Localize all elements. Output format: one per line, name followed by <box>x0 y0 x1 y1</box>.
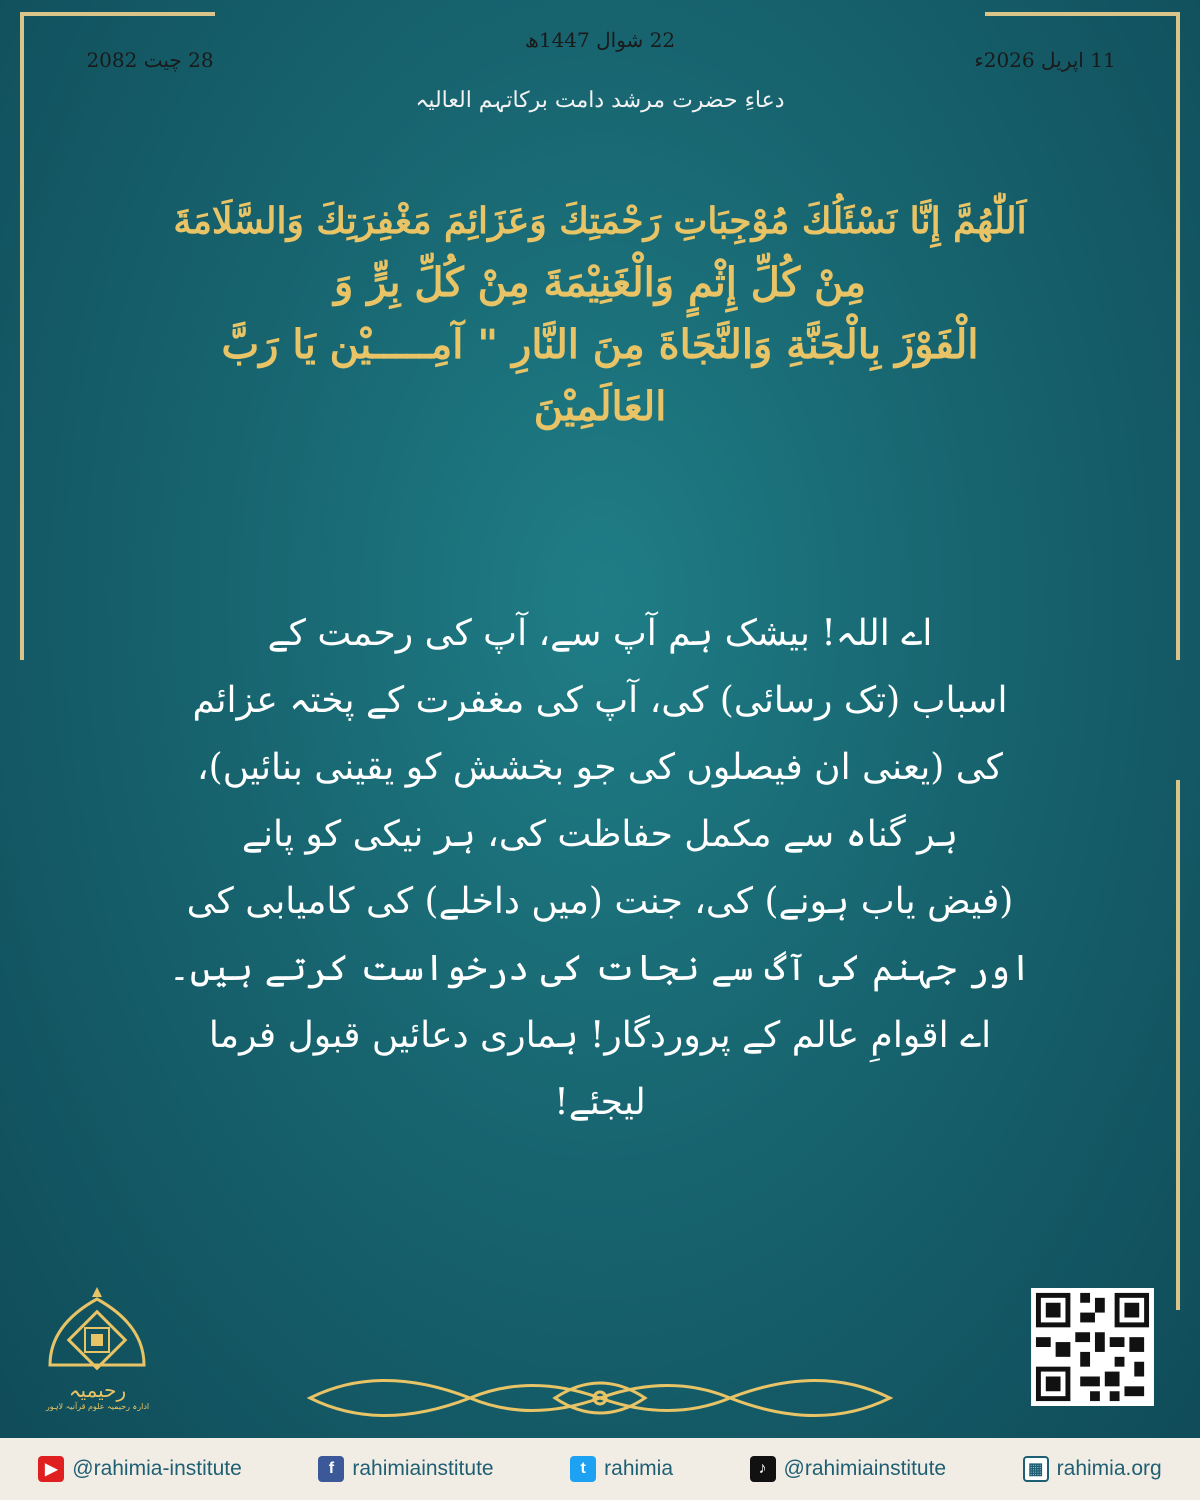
translation-line: اے اقوامِ عالم کے پروردگار! ہماری دعائیں قبول فرما <box>208 1015 992 1056</box>
facebook-handle: rahimiainstitute <box>352 1457 494 1480</box>
page-title: دعاءِ حضرت مرشد دامت برکاتہم العالیہ <box>415 88 785 113</box>
dua-arabic-line: الْفَوْزَ بِالْجَنَّةِ وَالنَّجَاةَ مِنَ النَّارِ " آمِـــــيْن يَا رَبَّ <box>221 321 979 368</box>
translation-line: (فیض یاب ہونے) کی، جنت (میں داخلے) کی کامیابی کی <box>186 881 1014 922</box>
institute-logo <box>30 1285 165 1415</box>
dua-arabic-line: اَللّٰهُمَّ إِنَّا نَسْئَلُكَ مُوْجِبَاتِ رَحْمَتِكَ وَعَزَائِمَ مَغْفِرَتِكَ وَالسَّلَامَةَ <box>173 200 1027 242</box>
frame-right-lower <box>1176 780 1180 1310</box>
translation-line: اے اللہ! بیشک ہم آپ سے، آپ کی رحمت کے <box>267 613 933 654</box>
ornament-divider <box>300 1368 900 1428</box>
twitter-icon: t <box>570 1456 596 1482</box>
logo-text: رحیمیہ <box>68 1378 127 1402</box>
tiktok-icon: ♪ <box>750 1456 776 1482</box>
translation-line: کی (یعنی ان فیصلوں کی جو بخشش کو یقینی بنائیں)، <box>197 747 1003 788</box>
frame-top-right <box>985 12 1180 16</box>
youtube-handle: @rahimia-institute <box>72 1457 242 1480</box>
tiktok-handle: @rahimiainstitute <box>783 1457 947 1480</box>
facebook-link[interactable] <box>318 1456 493 1482</box>
dua-arabic <box>70 190 1130 438</box>
twitter-handle: rahimia <box>604 1457 673 1480</box>
social-footer <box>0 1438 1200 1500</box>
vikrami-date: 28 چیت 2082 <box>86 48 214 72</box>
translation-line: لیجئے! <box>554 1082 646 1123</box>
youtube-link[interactable] <box>38 1456 242 1482</box>
translation-line: اسباب (تک رسائی) کی، آپ کی مغفرت کے پختہ عزائم <box>192 680 1008 721</box>
youtube-icon: ▶ <box>38 1456 64 1482</box>
website-link[interactable] <box>1023 1456 1162 1482</box>
dua-translation <box>150 600 1050 1136</box>
logo-subtext: ادارہ رحیمیہ علوم قرآنیہ لاہور <box>45 1402 150 1411</box>
frame-top-left <box>20 12 215 16</box>
website-icon: ▦ <box>1023 1456 1049 1482</box>
gregorian-date: 11 اپریل 2026ء <box>974 48 1116 72</box>
facebook-icon: f <box>318 1456 344 1482</box>
dua-arabic-line: العَالَمِيْنَ <box>533 383 667 430</box>
translation-line: ہر گناہ سے مکمل حفاظت کی، ہر نیکی کو پانے <box>241 814 959 855</box>
hijri-date: 22 شوال 1447ھ <box>524 28 676 52</box>
tiktok-link[interactable] <box>750 1456 947 1482</box>
translation-line: اور جہنم کی آگ سے نجات کی درخواست کرتے ہیں۔ <box>168 948 1032 989</box>
logo-emblem-icon <box>30 1285 165 1380</box>
dua-arabic-line: مِنْ كُلِّ إِثْمٍ وَالْغَنِيْمَةَ مِنْ كُلِّ بِرٍّ وَ <box>334 259 866 306</box>
website-url: rahimia.org <box>1056 1457 1162 1480</box>
qr-code[interactable] <box>1030 1288 1155 1406</box>
twitter-link[interactable] <box>570 1456 673 1482</box>
